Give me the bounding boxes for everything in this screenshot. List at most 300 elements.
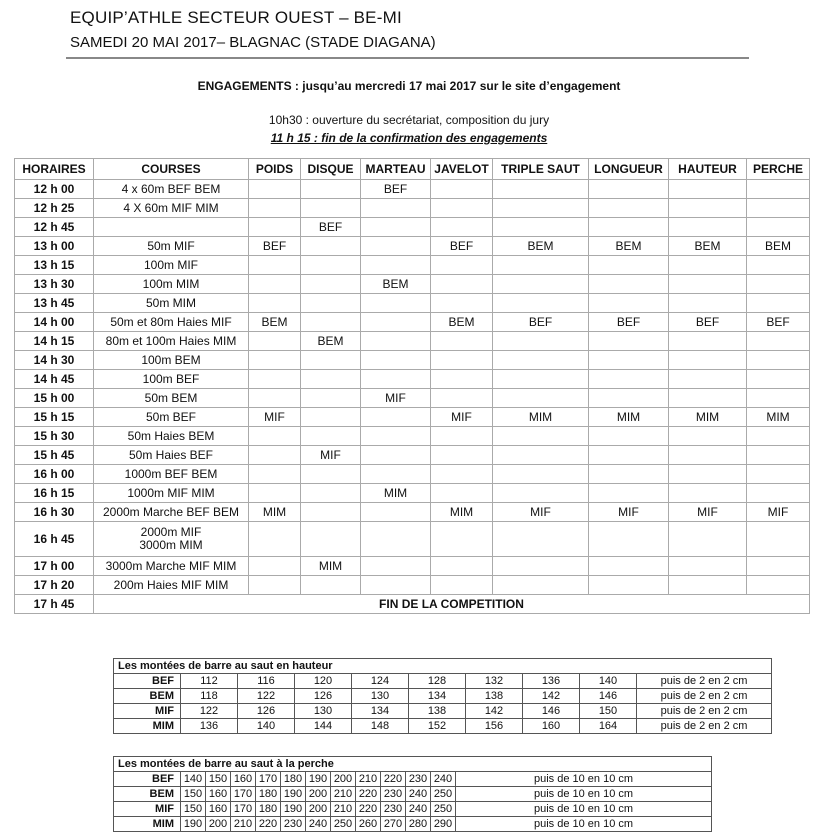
- event-cell: [589, 446, 669, 465]
- course-cell: [94, 218, 249, 237]
- table-row: [15, 446, 810, 465]
- bar-height: 140: [181, 772, 206, 787]
- event-cell: [493, 294, 589, 313]
- time-cell: 16 h 00: [15, 465, 94, 484]
- bar-height: 150: [181, 802, 206, 817]
- event-cell: BEF: [747, 313, 810, 332]
- bar-height: 210: [231, 817, 256, 832]
- event-cell: [301, 522, 361, 557]
- bar-height: 148: [352, 719, 409, 734]
- event-cell: [431, 218, 493, 237]
- event-cell: [431, 180, 493, 199]
- bar-height: 190: [281, 787, 306, 802]
- event-cell: [669, 294, 747, 313]
- event-cell: [301, 576, 361, 595]
- bar-height: 230: [281, 817, 306, 832]
- event-cell: [493, 557, 589, 576]
- course-cell: 50m Haies BEM: [94, 427, 249, 446]
- event-cell: BEM: [747, 237, 810, 256]
- event-cell: MIF: [361, 389, 431, 408]
- time-cell: 13 h 45: [15, 294, 94, 313]
- table-row: [15, 389, 810, 408]
- bar-height: 144: [295, 719, 352, 734]
- high-jump-bar-table: [113, 658, 772, 734]
- document-title: EQUIP’ATHLE SECTEUR OUEST – BE-MI: [70, 8, 402, 27]
- event-cell: [747, 389, 810, 408]
- event-cell: [249, 557, 301, 576]
- increment-note: puis de 2 en 2 cm: [637, 674, 772, 689]
- event-cell: [431, 294, 493, 313]
- bar-height: 210: [356, 772, 381, 787]
- bar-height: 134: [409, 689, 466, 704]
- event-cell: MIF: [249, 408, 301, 427]
- event-cell: [431, 427, 493, 446]
- course-cell: 1000m BEF BEM: [94, 465, 249, 484]
- event-cell: [249, 465, 301, 484]
- event-cell: [361, 427, 431, 446]
- event-cell: [431, 332, 493, 351]
- increment-note: puis de 10 en 10 cm: [456, 802, 712, 817]
- event-cell: [669, 389, 747, 408]
- category-label: BEM: [114, 689, 181, 704]
- event-cell: [747, 218, 810, 237]
- event-cell: [431, 576, 493, 595]
- event-cell: [493, 256, 589, 275]
- end-of-competition: FIN DE LA COMPETITION: [94, 595, 810, 614]
- event-cell: [249, 427, 301, 446]
- bar-height: 126: [295, 689, 352, 704]
- event-cell: [249, 576, 301, 595]
- column-header-poids: POIDS: [249, 159, 301, 180]
- event-cell: [361, 465, 431, 484]
- bar-height: 122: [238, 689, 295, 704]
- increment-note: puis de 2 en 2 cm: [637, 689, 772, 704]
- bar-height: 164: [580, 719, 637, 734]
- column-header-perche: PERCHE: [747, 159, 810, 180]
- schedule-table: [14, 158, 810, 614]
- event-cell: [589, 332, 669, 351]
- bar-height: 138: [409, 704, 466, 719]
- bar-height: 138: [466, 689, 523, 704]
- event-cell: [669, 465, 747, 484]
- bar-height: 240: [406, 787, 431, 802]
- event-cell: [493, 576, 589, 595]
- event-cell: [301, 427, 361, 446]
- event-cell: [669, 332, 747, 351]
- bar-height: 190: [281, 802, 306, 817]
- category-label: MIM: [114, 817, 181, 832]
- time-cell: 15 h 00: [15, 389, 94, 408]
- event-cell: [493, 370, 589, 389]
- event-cell: [301, 389, 361, 408]
- event-cell: [747, 465, 810, 484]
- event-cell: [747, 199, 810, 218]
- event-cell: [361, 218, 431, 237]
- event-cell: MIM: [669, 408, 747, 427]
- event-cell: [493, 275, 589, 294]
- bar-height: 160: [206, 802, 231, 817]
- time-cell: 15 h 15: [15, 408, 94, 427]
- event-cell: [493, 427, 589, 446]
- table-row: [15, 180, 810, 199]
- time-cell: 14 h 00: [15, 313, 94, 332]
- column-header-javelot: JAVELOT: [431, 159, 493, 180]
- time-cell: 15 h 30: [15, 427, 94, 446]
- category-label: MIF: [114, 704, 181, 719]
- event-cell: [431, 199, 493, 218]
- event-cell: [249, 446, 301, 465]
- course-line: 2000m MIF: [140, 525, 202, 539]
- course-cell: 100m BEF: [94, 370, 249, 389]
- event-cell: [493, 199, 589, 218]
- event-cell: BEF: [301, 218, 361, 237]
- event-cell: [431, 351, 493, 370]
- course-cell: 3000m Marche MIF MIM: [94, 557, 249, 576]
- event-cell: MIF: [747, 503, 810, 522]
- bar-row: [114, 817, 712, 832]
- bar-height: 156: [466, 719, 523, 734]
- event-cell: [589, 484, 669, 503]
- event-cell: [301, 484, 361, 503]
- table-row: [15, 408, 810, 427]
- event-cell: [589, 389, 669, 408]
- event-cell: [361, 503, 431, 522]
- event-cell: MIF: [669, 503, 747, 522]
- bar-height: 130: [295, 704, 352, 719]
- event-cell: [747, 180, 810, 199]
- event-cell: [249, 294, 301, 313]
- event-cell: [301, 237, 361, 256]
- time-cell: 14 h 15: [15, 332, 94, 351]
- course-cell: 50m BEF: [94, 408, 249, 427]
- category-label: BEF: [114, 674, 181, 689]
- table-row: [15, 522, 810, 557]
- event-cell: MIM: [301, 557, 361, 576]
- event-cell: BEF: [669, 313, 747, 332]
- bar-height: 152: [409, 719, 466, 734]
- event-cell: [747, 332, 810, 351]
- bar-height: 140: [580, 674, 637, 689]
- time-cell: 12 h 00: [15, 180, 94, 199]
- event-cell: [747, 351, 810, 370]
- schedule-header-row: [15, 159, 810, 180]
- event-cell: [589, 522, 669, 557]
- bar-row: [114, 772, 712, 787]
- category-label: BEM: [114, 787, 181, 802]
- bar-height: 230: [406, 772, 431, 787]
- increment-note: puis de 2 en 2 cm: [637, 719, 772, 734]
- event-cell: [493, 484, 589, 503]
- course-cell: 100m MIM: [94, 275, 249, 294]
- bar-height: 132: [466, 674, 523, 689]
- event-cell: [747, 446, 810, 465]
- table-row: [15, 237, 810, 256]
- caption-row: [114, 757, 712, 772]
- bar-height: 190: [181, 817, 206, 832]
- bar-height: 150: [580, 704, 637, 719]
- event-cell: [249, 370, 301, 389]
- column-header-horaires: HORAIRES: [15, 159, 94, 180]
- event-cell: [431, 522, 493, 557]
- event-cell: BEM: [361, 275, 431, 294]
- event-cell: [249, 332, 301, 351]
- table-row: [15, 351, 810, 370]
- bar-row: [114, 704, 772, 719]
- table-caption: Les montées de barre au saut à la perche: [114, 757, 712, 772]
- bar-height: 180: [281, 772, 306, 787]
- time-cell: 16 h 45: [15, 522, 94, 557]
- event-cell: [301, 256, 361, 275]
- event-cell: [747, 275, 810, 294]
- bar-height: 250: [431, 802, 456, 817]
- table-row: [15, 370, 810, 389]
- bar-height: 240: [306, 817, 331, 832]
- event-cell: [589, 370, 669, 389]
- bar-height: 116: [238, 674, 295, 689]
- bar-row: [114, 689, 772, 704]
- increment-note: puis de 2 en 2 cm: [637, 704, 772, 719]
- event-cell: [589, 576, 669, 595]
- table-row: [15, 465, 810, 484]
- event-cell: [361, 446, 431, 465]
- event-cell: [493, 465, 589, 484]
- event-cell: [669, 351, 747, 370]
- course-cell: 50m Haies BEF: [94, 446, 249, 465]
- course-cell: 100m BEM: [94, 351, 249, 370]
- event-cell: BEF: [249, 237, 301, 256]
- column-header-marteau: MARTEAU: [361, 159, 431, 180]
- course-cell: 50m BEM: [94, 389, 249, 408]
- table-row: [15, 256, 810, 275]
- event-cell: [361, 256, 431, 275]
- bar-height: 180: [256, 802, 281, 817]
- event-cell: BEM: [249, 313, 301, 332]
- bar-height: 240: [406, 802, 431, 817]
- bar-height: 142: [466, 704, 523, 719]
- event-cell: [431, 370, 493, 389]
- bar-height: 170: [231, 787, 256, 802]
- time-cell: 15 h 45: [15, 446, 94, 465]
- event-cell: BEF: [361, 180, 431, 199]
- event-cell: [589, 180, 669, 199]
- event-cell: [431, 446, 493, 465]
- bar-height: 280: [406, 817, 431, 832]
- bar-height: 142: [523, 689, 580, 704]
- event-cell: [589, 465, 669, 484]
- event-cell: [669, 370, 747, 389]
- course-cell: 200m Haies MIF MIM: [94, 576, 249, 595]
- event-cell: [361, 294, 431, 313]
- event-cell: [589, 294, 669, 313]
- time-cell: 16 h 30: [15, 503, 94, 522]
- header-divider: [66, 57, 749, 59]
- event-cell: [361, 237, 431, 256]
- bar-height: 160: [231, 772, 256, 787]
- event-cell: [249, 484, 301, 503]
- event-cell: [589, 218, 669, 237]
- course-line: 3000m MIM: [139, 538, 203, 552]
- event-cell: [249, 389, 301, 408]
- bar-height: 200: [306, 787, 331, 802]
- event-cell: BEM: [669, 237, 747, 256]
- bar-height: 200: [306, 802, 331, 817]
- time-cell: 16 h 15: [15, 484, 94, 503]
- bar-row: [114, 802, 712, 817]
- bar-height: 130: [352, 689, 409, 704]
- bar-height: 230: [381, 802, 406, 817]
- event-cell: [747, 256, 810, 275]
- event-cell: BEF: [493, 313, 589, 332]
- event-cell: [669, 427, 747, 446]
- event-cell: [493, 180, 589, 199]
- event-cell: [249, 351, 301, 370]
- course-cell: 4 x 60m BEF BEM: [94, 180, 249, 199]
- event-cell: MIF: [301, 446, 361, 465]
- event-cell: MIM: [589, 408, 669, 427]
- bar-height: 220: [256, 817, 281, 832]
- event-cell: [431, 557, 493, 576]
- event-cell: [361, 370, 431, 389]
- table-caption: Les montées de barre au saut en hauteur: [114, 659, 772, 674]
- bar-height: 134: [352, 704, 409, 719]
- event-cell: MIF: [431, 408, 493, 427]
- event-cell: [361, 522, 431, 557]
- event-cell: MIF: [589, 503, 669, 522]
- column-header-disque: DISQUE: [301, 159, 361, 180]
- course-cell: 50m MIM: [94, 294, 249, 313]
- event-cell: [493, 389, 589, 408]
- table-row: [15, 275, 810, 294]
- bar-height: 160: [206, 787, 231, 802]
- event-cell: [301, 294, 361, 313]
- bar-height: 136: [181, 719, 238, 734]
- event-cell: [361, 332, 431, 351]
- event-cell: [493, 351, 589, 370]
- bar-height: 270: [381, 817, 406, 832]
- course-cell: 4 X 60m MIF MIM: [94, 199, 249, 218]
- bar-row: [114, 787, 712, 802]
- column-header-courses: COURSES: [94, 159, 249, 180]
- bar-height: 122: [181, 704, 238, 719]
- event-cell: BEF: [589, 313, 669, 332]
- event-cell: [747, 522, 810, 557]
- event-cell: MIM: [249, 503, 301, 522]
- event-cell: [589, 557, 669, 576]
- bar-height: 140: [238, 719, 295, 734]
- bar-height: 230: [381, 787, 406, 802]
- bar-height: 250: [331, 817, 356, 832]
- event-cell: [301, 408, 361, 427]
- event-cell: [301, 465, 361, 484]
- course-cell: 2000m Marche BEF BEM: [94, 503, 249, 522]
- schedule-body: [15, 180, 810, 614]
- bar-height: 240: [431, 772, 456, 787]
- event-cell: [747, 370, 810, 389]
- event-cell: [431, 465, 493, 484]
- event-cell: [589, 256, 669, 275]
- event-cell: [493, 218, 589, 237]
- course-cell: [94, 522, 249, 557]
- bar-height: 120: [295, 674, 352, 689]
- table-row: [15, 557, 810, 576]
- event-cell: [669, 557, 747, 576]
- table-row: [15, 313, 810, 332]
- bar-height: 170: [231, 802, 256, 817]
- bar-row: [114, 719, 772, 734]
- event-cell: [361, 199, 431, 218]
- bar-height: 112: [181, 674, 238, 689]
- increment-note: puis de 10 en 10 cm: [456, 772, 712, 787]
- event-cell: BEM: [589, 237, 669, 256]
- increment-note: puis de 10 en 10 cm: [456, 817, 712, 832]
- bar-height: 210: [331, 802, 356, 817]
- event-cell: [431, 389, 493, 408]
- event-cell: [301, 370, 361, 389]
- bar-height: 150: [181, 787, 206, 802]
- category-label: MIM: [114, 719, 181, 734]
- time-cell: 17 h 45: [15, 595, 94, 614]
- table-row: [15, 332, 810, 351]
- bar-height: 146: [523, 704, 580, 719]
- bar-height: 290: [431, 817, 456, 832]
- bar-height: 200: [206, 817, 231, 832]
- table-row: [15, 294, 810, 313]
- bar-height: 210: [331, 787, 356, 802]
- event-cell: [747, 576, 810, 595]
- event-cell: [669, 576, 747, 595]
- table-row: [15, 427, 810, 446]
- table-row: [15, 576, 810, 595]
- event-cell: [493, 332, 589, 351]
- event-cell: [589, 275, 669, 294]
- event-cell: [249, 199, 301, 218]
- bar-height: 220: [356, 802, 381, 817]
- column-header-hauteur: HAUTEUR: [669, 159, 747, 180]
- caption-row: [114, 659, 772, 674]
- table-row: [15, 595, 810, 614]
- event-cell: [669, 218, 747, 237]
- column-header-triple-saut: TRIPLE SAUT: [493, 159, 589, 180]
- bar-height: 180: [256, 787, 281, 802]
- bar-height: 250: [431, 787, 456, 802]
- event-cell: [301, 180, 361, 199]
- time-cell: 12 h 45: [15, 218, 94, 237]
- event-cell: MIM: [747, 408, 810, 427]
- event-cell: MIM: [431, 503, 493, 522]
- course-cell: 50m MIF: [94, 237, 249, 256]
- event-cell: [493, 522, 589, 557]
- event-cell: [669, 199, 747, 218]
- event-cell: [361, 351, 431, 370]
- event-cell: MIM: [361, 484, 431, 503]
- event-cell: MIM: [493, 408, 589, 427]
- event-cell: [747, 427, 810, 446]
- bar-height: 260: [356, 817, 381, 832]
- event-cell: BEM: [301, 332, 361, 351]
- event-cell: [301, 503, 361, 522]
- time-cell: 13 h 15: [15, 256, 94, 275]
- document-subtitle: SAMEDI 20 MAI 2017– BLAGNAC (STADE DIAGANA): [70, 34, 436, 51]
- course-cell: 1000m MIF MIM: [94, 484, 249, 503]
- event-cell: [431, 275, 493, 294]
- column-header-longueur: LONGUEUR: [589, 159, 669, 180]
- event-cell: [589, 351, 669, 370]
- event-cell: [249, 256, 301, 275]
- event-cell: [669, 256, 747, 275]
- bar-height: 126: [238, 704, 295, 719]
- event-cell: [249, 218, 301, 237]
- bar-height: 136: [523, 674, 580, 689]
